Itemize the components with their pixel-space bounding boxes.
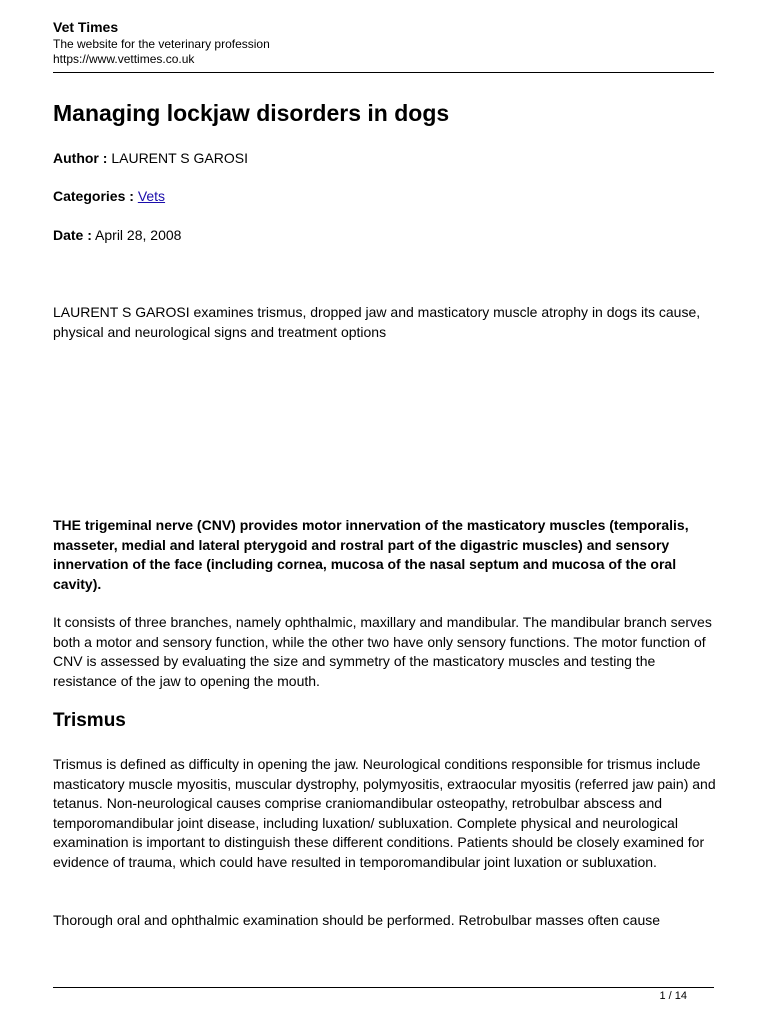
section-heading-trismus: Trismus [53,710,126,731]
document-page [53,0,714,1024]
categories-label: Categories : [53,188,134,204]
page-number: 1 / 14 [659,990,687,1002]
body-paragraph-branches: It consists of three branches, namely ophthalmic, maxillary and mandibular. The mandibular branch serves both a motor and sensory function, while the other two have only sensory functions. The motor function of CNV is assessed by evaluating the size and symmetry of the masticatory muscles and testing the resistance of the jaw to opening the mouth. [53,614,712,689]
date-line [53,226,181,244]
publish-date: April 28, 2008 [95,227,182,243]
author-line [53,149,248,167]
category-link[interactable]: Vets [137,188,166,204]
author-name: LAURENT S GAROSI [111,150,248,166]
categories-line [53,187,165,205]
article-title: Managing lockjaw disorders in dogs [53,100,450,126]
article-summary: LAURENT S GAROSI examines trismus, dropped jaw and masticatory muscle atrophy in dogs its cause, physical and neurological signs and treatment options [53,304,701,340]
body-paragraph-trismus: Trismus is defined as difficulty in opening the jaw. Neurological conditions responsible for trismus include masticatory muscle myositis, muscular dystrophy, polymyositis, extraocular myositis (referred jaw pain) and tetanus. Non-neurological causes comprise craniomandibular osteopathy, retrobulbar abscess and temporomandibular joint disease, including luxation/ subluxation. Complete physical and neurological examination is important to distinguish these different conditions. Patients should be closely examined for evidence of trauma, which could have resulted in temporomandibular joint luxation or subluxation. [53,756,716,870]
body-paragraph-examination: Thorough oral and ophthalmic examination should be performed. Retrobulbar masses often cause [53,912,661,928]
site-url: https://www.vettimes.co.uk [53,52,195,66]
site-name: Vet Times [53,19,119,35]
site-header [53,17,714,73]
site-tagline: The website for the veterinary profession [53,37,270,51]
date-label: Date : [53,227,92,243]
footer-divider [53,987,714,988]
lead-paragraph: THE trigeminal nerve (CNV) provides motor innervation of the masticatory muscles (temporalis, masseter, medial and lateral pterygoid and rostral part of the digastric muscles) and sensory innervation of the face (including cornea, mucosa of the nasal septum and mucosa of the oral cavity). [53,517,689,592]
author-label: Author : [53,150,108,166]
